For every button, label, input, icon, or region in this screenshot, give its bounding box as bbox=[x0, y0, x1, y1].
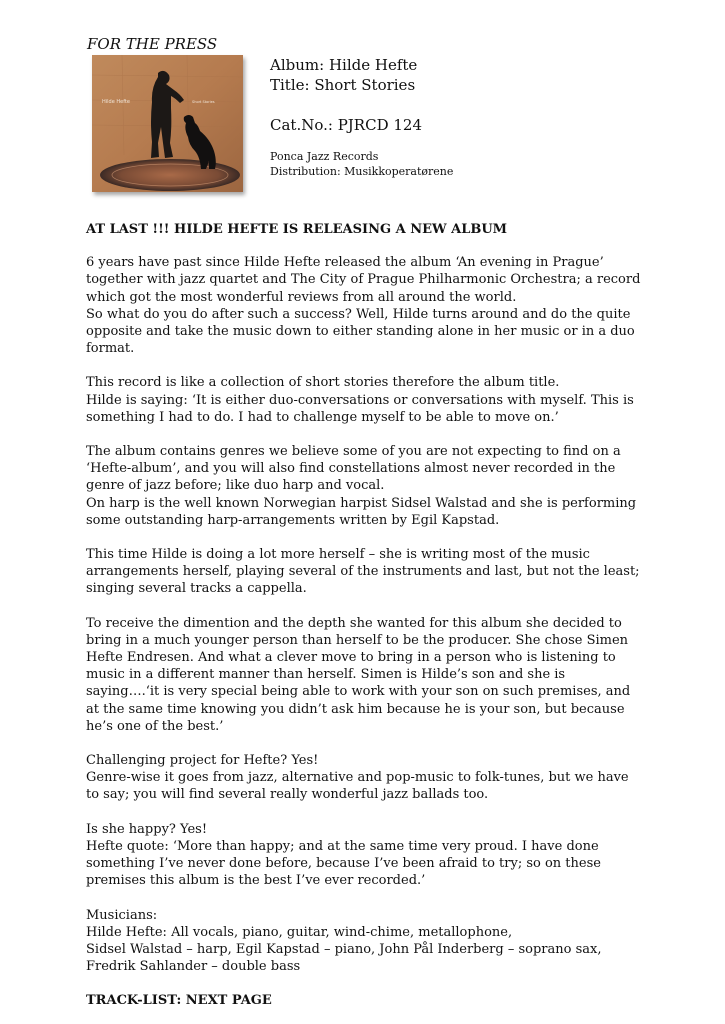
for-the-press-heading: FOR THE PRESS bbox=[87, 35, 218, 53]
paragraph bbox=[86, 443, 641, 529]
paragraph-line: Challenging project for Hefte? Yes! bbox=[86, 753, 319, 769]
musicians-heading: Musicians: bbox=[86, 907, 158, 923]
album-name: Album: Hilde Hefte bbox=[270, 56, 418, 74]
paragraph-line: On harp is the well known Norwegian harpist Sidsel Walstad and she is performing some outstanding harp-arrangements written by Egil Kapstad. bbox=[86, 495, 637, 528]
paragraph-line: Is she happy? Yes! bbox=[86, 821, 208, 837]
musicians-list bbox=[86, 924, 641, 976]
paragraph bbox=[86, 615, 641, 735]
paragraph-line: This time Hilde is doing a lot more herself – she is writing most of the music arrangements herself, playing several of the instruments and last, but not the least; singing several tracks a cappella. bbox=[86, 547, 640, 597]
article-paragraphs bbox=[86, 254, 641, 889]
paragraph bbox=[86, 821, 641, 890]
musician-entry: Hilde Hefte: All vocals, piano, guitar, wind-chime, metallophone, bbox=[86, 924, 513, 940]
cover-subtitle-text: Short Stories bbox=[192, 100, 215, 104]
paragraph bbox=[86, 374, 641, 426]
paragraph-line: Hefte quote: ‘More than happy; and at the same time very proud. I have done something I’ve never done before, because I’ve been afraid to try; so on these premises this album is the best I’ve ever recorded.’ bbox=[86, 838, 601, 889]
album-cover-image bbox=[92, 55, 243, 192]
paragraph bbox=[86, 546, 641, 598]
record-label: Ponca Jazz Records bbox=[270, 150, 379, 163]
paragraph-line: So what do you do after such a success? Well, Hilde turns around and do the quite opposite and take the music down to either standing alone in her music or in a duo format. bbox=[86, 306, 635, 357]
paragraph bbox=[86, 254, 641, 357]
headline: AT LAST !!! HILDE HEFTE IS RELEASING A NEW ALBUM bbox=[86, 222, 508, 237]
musician-entry: Sidsel Walstad – harp, Egil Kapstad – piano, John Pål Inderberg – soprano sax, Fredrik Sahlander – double bass bbox=[86, 941, 602, 975]
album-info-block bbox=[270, 55, 570, 179]
paragraph bbox=[86, 752, 641, 804]
paragraph-line: This record is like a collection of short stories therefore the album title. bbox=[86, 375, 560, 391]
article-body bbox=[86, 221, 641, 1010]
paragraph-line: To receive the dimention and the depth she wanted for this album she decided to bring in a much younger person than herself to be the producer. She chose Simen Hefte Endresen. And what a clever move to bring in a person who is listening to music in a different manner than herself. Simen is Hilde’s son and she is saying….‘it is very special being able to work with your son on such premises, and at the same time knowing you didn’t ask him because he is your son, but because he’s one of the best.’ bbox=[86, 615, 631, 734]
paragraph-line: 6 years have past since Hilde Hefte released the album ‘An evening in Prague’ together with jazz quartet and The City of Prague Philharmonic Orchestra; a record which got the most wonderful reviews from all around the world. bbox=[86, 255, 641, 305]
paragraph-line: The album contains genres we believe some of you are not expecting to find on a ‘Hefte-album’, and you will also find constellations almost never recorded in the genre of jazz before; like duo harp and vocal. bbox=[86, 444, 621, 494]
cover-title-text: Hilde Hefte bbox=[102, 99, 130, 105]
paragraph-line: Genre-wise it goes from jazz, alternative and pop-music to folk-tunes, but we have to say; you will find several really wonderful jazz ballads too. bbox=[86, 770, 629, 803]
track-list-note: TRACK-LIST: NEXT PAGE bbox=[86, 993, 272, 1009]
paragraph-line: Hilde is saying: ‘It is either duo-conversations or conversations with myself. This is something I had to do. I had to challenge myself to be able to move on.’ bbox=[86, 392, 634, 425]
album-title: Title: Short Stories bbox=[270, 76, 416, 94]
catalog-number: Cat.No.: PJRCD 124 bbox=[270, 116, 422, 134]
distribution: Distribution: Musikkoperatørene bbox=[270, 165, 454, 178]
